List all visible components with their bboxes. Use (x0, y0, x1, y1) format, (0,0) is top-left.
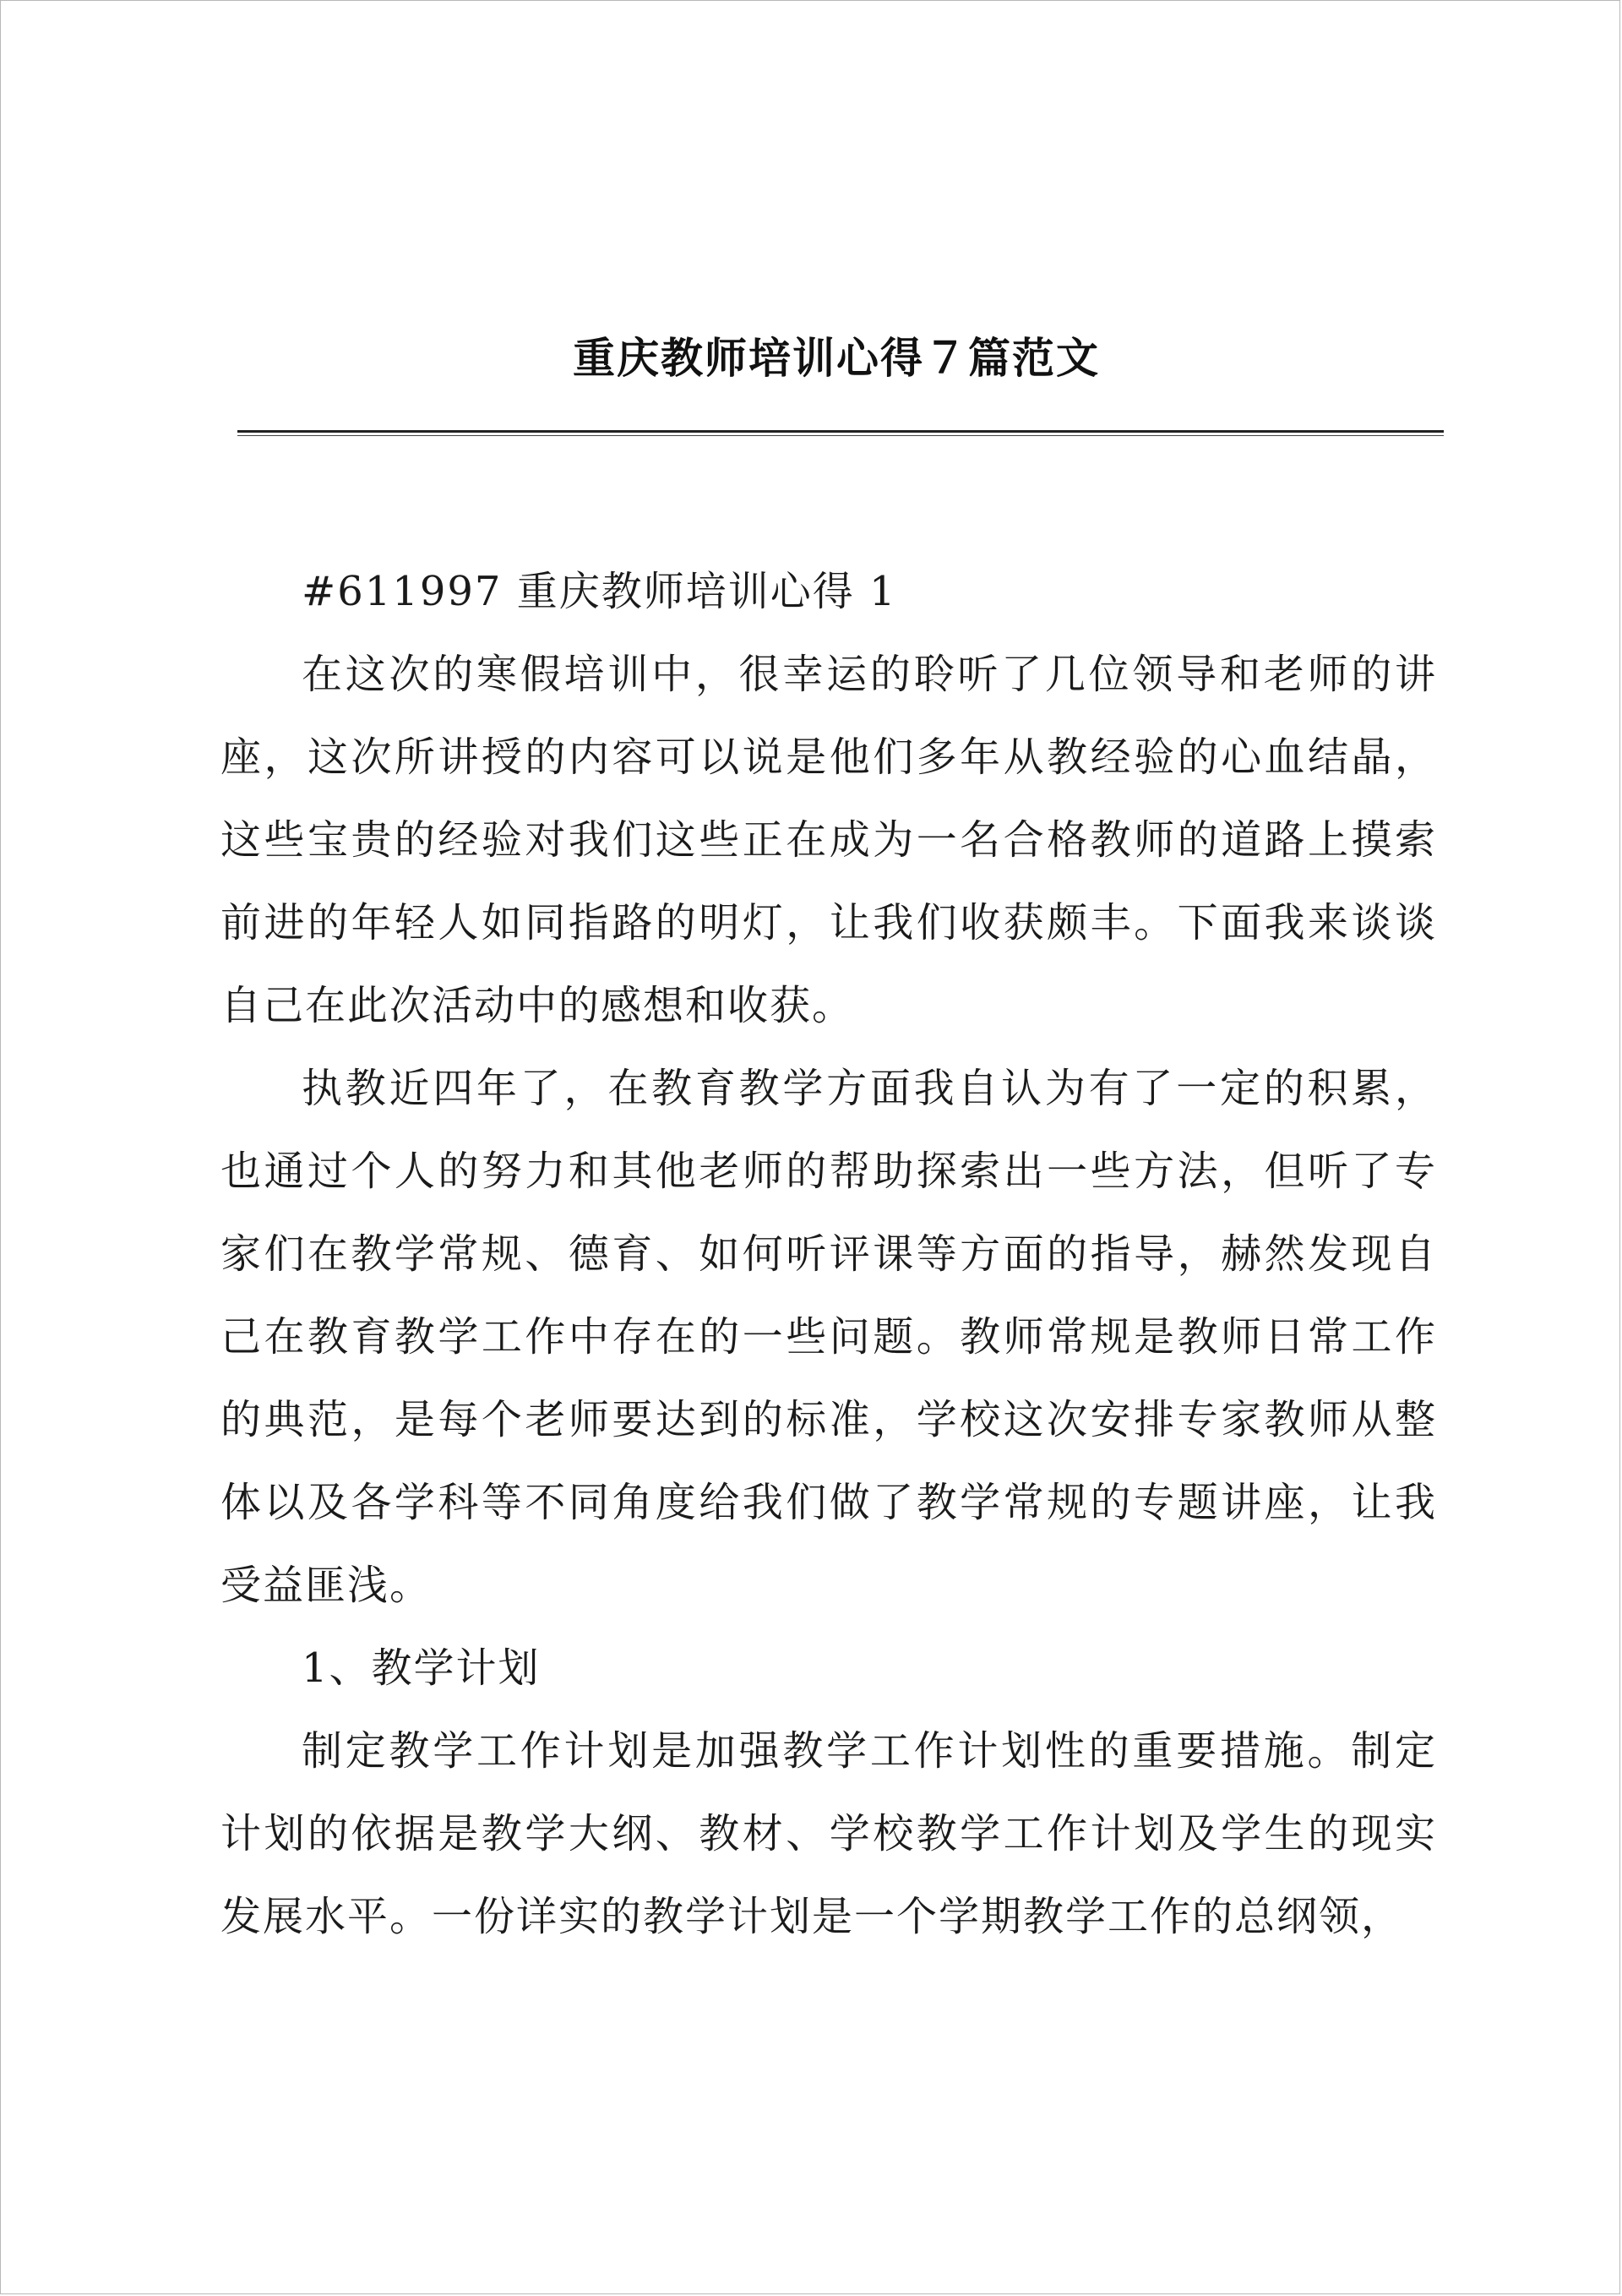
section-heading: #611997 重庆教师培训心得 1 (302, 568, 897, 615)
document-title: 重庆教师培训心得７篇范文 (573, 333, 1100, 383)
paragraph: 在这次的寒假培训中，很幸运的聆听了几位领导和老师的讲座，这次所讲授的内容可以说是他们多年从教经验的心血结晶，这些宝贵的经验对我们这些正在成为一名合格教师的道路上摸索前进的年轻人如同指路的明灯，让我们收获颇丰。下面我来谈谈自己在此次活动中的感想和收获。 (220, 651, 1437, 1029)
paragraph: 执教近四年了，在教育教学方面我自认为有了一定的积累，也通过个人的努力和其他老师的帮助探索出一些方法，但听了专家们在教学常规、德育、如何听评课等方面的指导，赫然发现自己在教育教学工作中存在的一些问题。教师常规是教师日常工作的典范，是每个老师要达到的标准，学校这次安排专家教师从整体以及各学科等不同角度给我们做了教学常规的专题讲座，让我受益匪浅。 (220, 1065, 1437, 1609)
paragraph: 制定教学工作计划是加强教学工作计划性的重要措施。制定计划的依据是教学大纲、教材、学校教学工作计划及学生的现实发展水平。一份详实的教学计划是一个学期教学工作的总纲领， (220, 1727, 1437, 1940)
title-divider-thick (237, 430, 1444, 433)
title-divider-thin (237, 435, 1444, 436)
sub-heading: 1、教学计划 (302, 1644, 541, 1692)
document-body (220, 550, 1437, 1958)
